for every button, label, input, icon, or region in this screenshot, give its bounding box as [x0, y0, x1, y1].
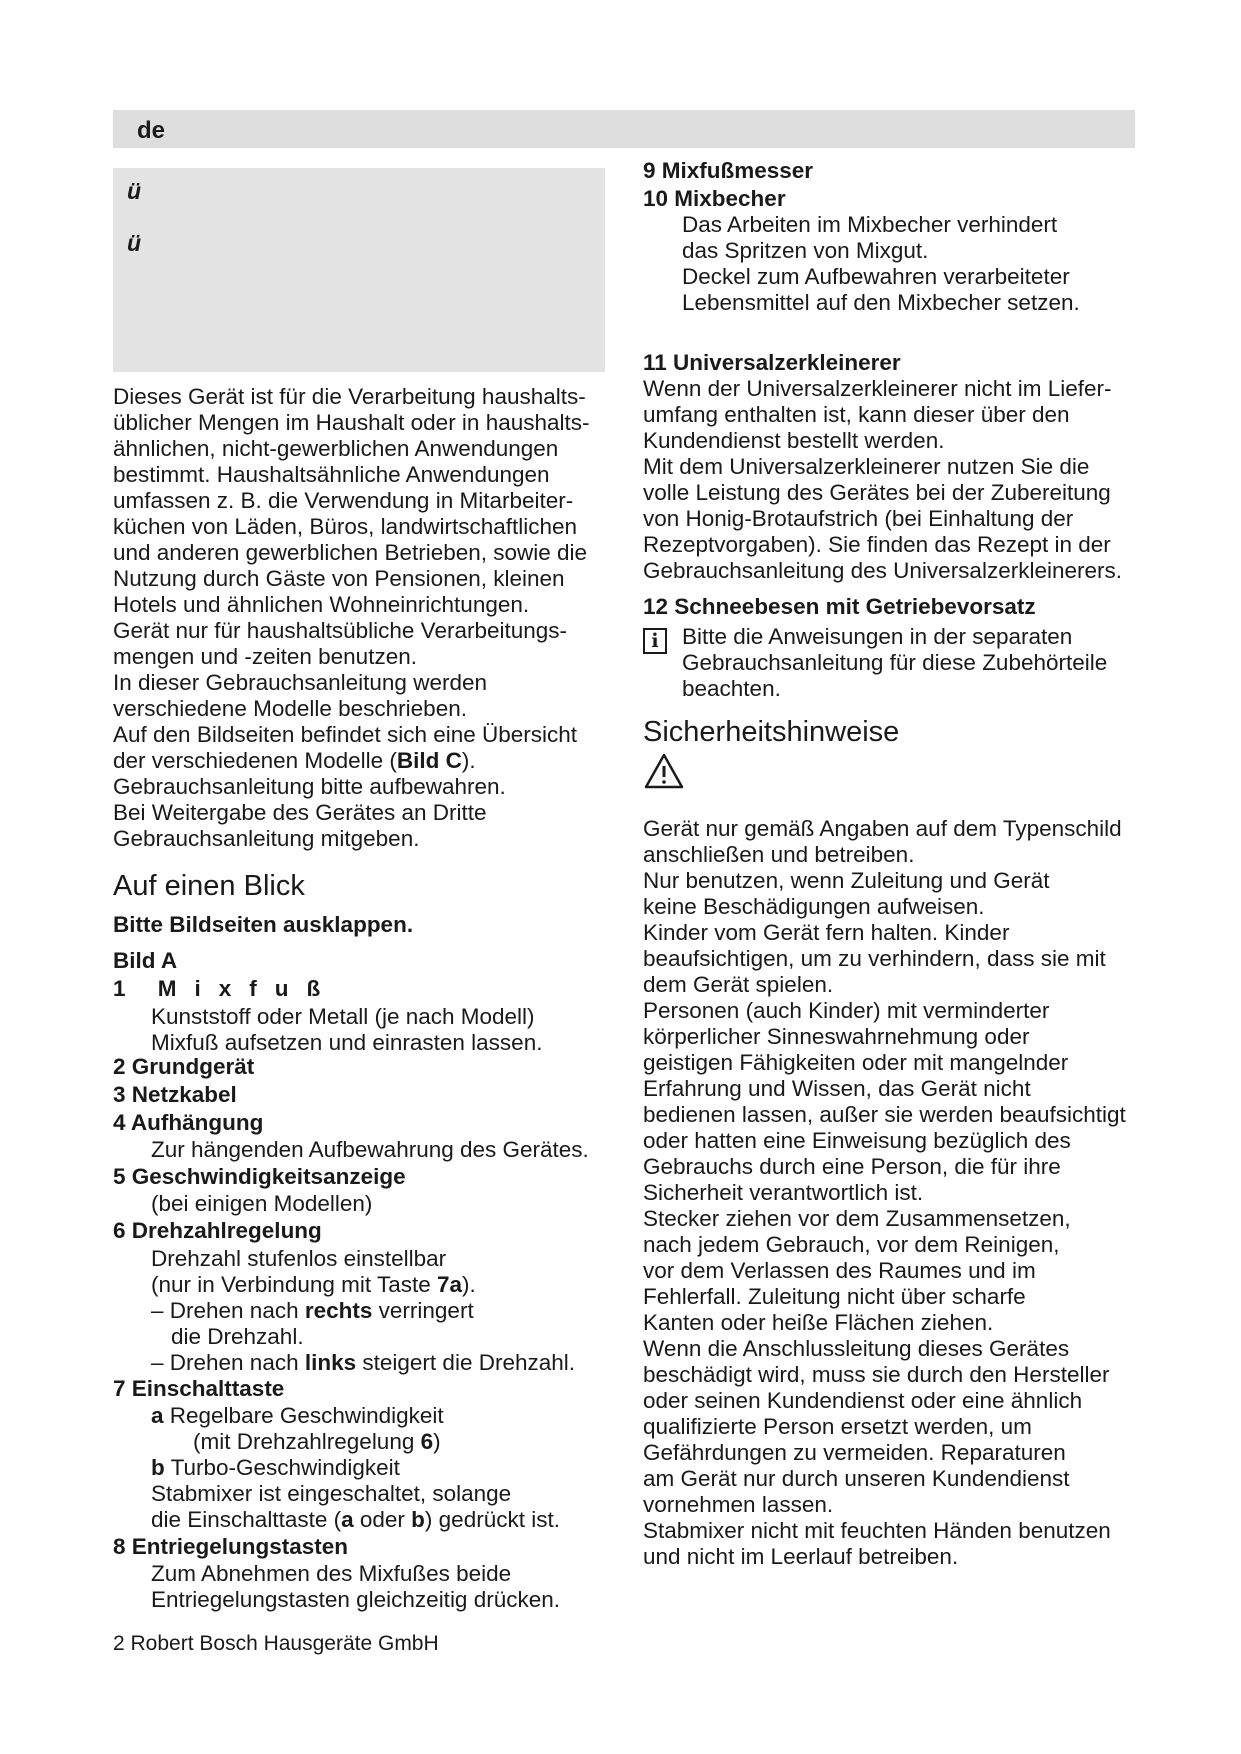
intro-line: Dieses Gerät ist für die Verarbeitung haushalts- — [113, 384, 586, 409]
item-8-text — [151, 1561, 560, 1613]
safety-line: geistigen Fähigkeiten oder mit mangelnder — [643, 1050, 1069, 1075]
intro-line: und anderen gewerblichen Betrieben, sowie die — [113, 540, 588, 565]
safety-line: Stabmixer nicht mit feuchten Händen benutzen — [643, 1518, 1111, 1543]
item-11-line: volle Leistung des Gerätes bei der Zubereitung — [643, 480, 1111, 505]
intro-line: verschiedene Modelle beschrieben. — [113, 696, 467, 721]
safety-line: am Gerät nur durch unseren Kundendienst — [643, 1466, 1070, 1491]
item-7-heading: 7 Einschalttaste — [113, 1376, 285, 1401]
item-6-heading: 6 Drehzahlregelung — [113, 1218, 322, 1243]
item-7-a2-line — [151, 1429, 560, 1455]
notice-box — [113, 168, 605, 372]
intro-paragraph — [113, 384, 590, 852]
safety-line: Gefährdungen zu vermeiden. Reparaturen — [643, 1440, 1066, 1465]
item-9-heading: 9 Mixfußmesser — [643, 158, 814, 183]
item-11-line: Gebrauchsanleitung des Universalzerkleinerers. — [643, 558, 1122, 583]
item-5-line: (bei einigen Modellen) — [151, 1191, 373, 1216]
item-5-text — [151, 1191, 372, 1217]
notice-line-2: ü — [127, 230, 142, 256]
intro-line: Auf den Bildseiten befindet sich eine Übersicht — [113, 722, 578, 747]
item-1-line: Mixfuß aufsetzen und einrasten lassen. — [151, 1030, 543, 1055]
item-10-line: Lebensmittel auf den Mixbecher setzen. — [682, 290, 1080, 315]
item-7-a-text: Regelbare Geschwindigkeit — [163, 1403, 444, 1428]
intro-line: küchen von Läden, Büros, landwirtschaftlichen — [113, 514, 578, 539]
safety-line: vornehmen lassen. — [643, 1492, 834, 1517]
overview-subtitle: Bitte Bildseiten ausklappen. — [113, 912, 414, 937]
item-7-l5-b: b — [411, 1507, 425, 1532]
safety-text — [643, 816, 1126, 1570]
item-4-line: Zur hängenden Aufbewahrung des Gerätes. — [151, 1137, 589, 1162]
item-11-line: Mit dem Universalzerkleinerer nutzen Sie die — [643, 454, 1090, 479]
item-6-l2-pre: (nur in Verbindung mit Taste — [151, 1272, 437, 1297]
intro-line: Nutzung durch Gäste von Pensionen, kleinen — [113, 566, 565, 591]
item-7-text — [151, 1403, 560, 1533]
item-10-text — [682, 212, 1080, 316]
safety-line: Sicherheit verantwortlich ist. — [643, 1180, 924, 1205]
item-11-line: Kundendienst bestellt werden. — [643, 428, 945, 453]
item-6-l3-pre: – Drehen nach — [151, 1298, 305, 1323]
safety-line: dem Gerät spielen. — [643, 972, 834, 997]
page-footer: 2 Robert Bosch Hausgeräte GmbH — [113, 1632, 439, 1655]
intro-line-bild — [113, 748, 590, 774]
intro-line: Hotels und ähnlichen Wohneinrichtungen. — [113, 592, 530, 617]
item-6-l5-pre: – Drehen nach — [151, 1350, 305, 1375]
item-7-b-letter: b — [151, 1455, 165, 1480]
item-12-line: beachten. — [682, 676, 781, 701]
safety-line: nach jedem Gebrauch, vor dem Reinigen, — [643, 1232, 1060, 1257]
notice-line-1: ü — [127, 178, 142, 204]
safety-line: bedienen lassen, außer sie werden beaufsichtigt — [643, 1102, 1126, 1127]
warning-icon — [643, 752, 685, 790]
safety-line: oder hatten eine Einweisung bezüglich des — [643, 1128, 1071, 1153]
intro-line: Bei Weitergabe des Gerätes an Dritte — [113, 800, 487, 825]
item-1-text — [151, 1004, 542, 1056]
item-6-l5-post: steigert die Drehzahl. — [356, 1350, 575, 1375]
item-2-heading: 2 Grundgerät — [113, 1054, 255, 1079]
item-1-line: Kunststoff oder Metall (je nach Modell) — [151, 1004, 535, 1029]
info-icon: i — [643, 628, 667, 654]
intro-line: Gerät nur für haushaltsübliche Verarbeitungs- — [113, 618, 568, 643]
item-7-b-text: Turbo-Geschwindigkeit — [164, 1455, 400, 1480]
item-8-line: Zum Abnehmen des Mixfußes beide — [151, 1561, 512, 1586]
safety-title: Sicherheitshinweise — [643, 716, 900, 748]
safety-line: Wenn die Anschlussleitung dieses Gerätes — [643, 1336, 1070, 1361]
item-6-line: die Drehzahl. — [171, 1324, 304, 1349]
language-code: de — [137, 117, 166, 144]
bild-a-label: Bild A — [113, 948, 178, 973]
safety-line: Gerät nur gemäß Angaben auf dem Typenschild — [643, 816, 1122, 841]
item-1-number: 1 — [113, 976, 126, 1001]
bild-c-reference: Bild C — [396, 748, 462, 773]
safety-line: Stecker ziehen vor dem Zusammensetzen, — [643, 1206, 1071, 1231]
item-4-heading: 4 Aufhängung — [113, 1110, 264, 1135]
item-4-text — [151, 1137, 589, 1163]
intro-line: bestimmt. Haushaltsähnliche Anwendungen — [113, 462, 550, 487]
intro-line: ähnlichen, nicht-gewerblichen Anwendungen — [113, 436, 559, 461]
safety-line: körperlicher Sinneswahrnehmung oder — [643, 1024, 1030, 1049]
item-11-line: umfang enthalten ist, kann dieser über den — [643, 402, 1070, 427]
item-11-text — [643, 376, 1122, 584]
item-10-line: Das Arbeiten im Mixbecher verhindert — [682, 212, 1058, 237]
safety-line: vor dem Verlassen des Raumes und im — [643, 1258, 1036, 1283]
item-8-line: Entriegelungstasten gleichzeitig drücken. — [151, 1587, 560, 1612]
overview-title: Auf einen Blick — [113, 870, 305, 902]
intro-line: üblicher Mengen im Haushalt oder in haushalts- — [113, 410, 590, 435]
item-1-heading — [113, 976, 338, 1002]
item-6-line — [151, 1350, 575, 1376]
safety-line: oder seinen Kundendienst oder eine ähnlich — [643, 1388, 1083, 1413]
item-6-line — [151, 1298, 575, 1324]
item-7-a-letter: a — [151, 1403, 164, 1428]
safety-line: Kinder vom Gerät fern halten. Kinder — [643, 920, 1010, 945]
item-6-l3-post: verringert — [372, 1298, 474, 1323]
safety-line: und nicht im Leerlauf betreiben. — [643, 1544, 959, 1569]
safety-line: Personen (auch Kinder) mit verminderter — [643, 998, 1050, 1023]
safety-line: Fehlerfall. Zuleitung nicht über scharfe — [643, 1284, 1026, 1309]
safety-line: Erfahrung und Wissen, das Gerät nicht — [643, 1076, 1031, 1101]
item-12-line: Gebrauchsanleitung für diese Zubehörteile — [682, 650, 1108, 675]
direction-left: links — [304, 1350, 357, 1375]
item-6-line: Drehzahl stufenlos einstellbar — [151, 1246, 447, 1271]
item-11-line: Wenn der Universalzerkleinerer nicht im Liefer- — [643, 376, 1112, 401]
safety-line: Kanten oder heiße Flächen ziehen. — [643, 1310, 994, 1335]
header-bar — [113, 110, 1135, 148]
item-11-heading: 11 Universalzerkleinerer — [643, 350, 901, 375]
safety-line: keine Beschädigungen aufweisen. — [643, 894, 985, 919]
item-12-heading: 12 Schneebesen mit Getriebevorsatz — [643, 594, 1036, 619]
safety-line: Gebrauchs durch eine Person, die für ihre — [643, 1154, 1061, 1179]
item-3-heading: 3 Netzkabel — [113, 1082, 237, 1107]
intro-line: In dieser Gebrauchsanleitung werden — [113, 670, 487, 695]
item-12-text — [682, 624, 1107, 702]
item-10-line: Deckel zum Aufbewahren verarbeiteter — [682, 264, 1070, 289]
item-10-heading: 10 Mixbecher — [643, 186, 786, 211]
intro-line: umfassen z. B. die Verwendung in Mitarbeiter- — [113, 488, 574, 513]
intro-line: mengen und -zeiten benutzen. — [113, 644, 417, 669]
item-7-l5-post: ) gedrückt ist. — [424, 1507, 560, 1532]
item-1-label: Mixfuß — [157, 976, 339, 1001]
intro-line: Gebrauchsanleitung mitgeben. — [113, 826, 420, 851]
direction-right: rechts — [304, 1298, 373, 1323]
item-11-line: Rezeptvorgaben). Sie finden das Rezept in der — [643, 532, 1111, 557]
item-8-heading: 8 Entriegelungstasten — [113, 1534, 349, 1559]
item-11-line: von Honig-Brotaufstrich (bei Einhaltung der — [643, 506, 1074, 531]
item-7-a-line — [151, 1403, 560, 1429]
item-7-l5-pre: die Einschalttaste ( — [151, 1507, 342, 1532]
key-7a-reference: 7a — [437, 1272, 463, 1297]
item-7-l5-a: a — [341, 1507, 354, 1532]
item-7-l5-mid: oder — [353, 1507, 412, 1532]
item-7-a2-post: ) — [433, 1429, 441, 1454]
item-7-line: Stabmixer ist eingeschaltet, solange — [151, 1481, 512, 1506]
safety-line: beschädigt wird, muss sie durch den Hersteller — [643, 1362, 1110, 1387]
item-6-l2-post: ). — [462, 1272, 476, 1297]
intro-bild-post: ). — [461, 748, 476, 773]
item-7-a2-bold: 6 — [420, 1429, 434, 1454]
intro-line: Gebrauchsanleitung bitte aufbewahren. — [113, 774, 506, 799]
item-5-heading: 5 Geschwindigkeitsanzeige — [113, 1164, 406, 1189]
safety-line: Nur benutzen, wenn Zuleitung und Gerät — [643, 868, 1050, 893]
item-6-line — [151, 1272, 575, 1298]
item-7-a2-pre: (mit Drehzahlregelung — [193, 1429, 421, 1454]
item-10-line: das Spritzen von Mixgut. — [682, 238, 929, 263]
item-7-b-line — [151, 1455, 560, 1481]
item-6-text — [151, 1246, 575, 1376]
safety-line: anschließen und betreiben. — [643, 842, 915, 867]
safety-line: beaufsichtigen, um zu verhindern, dass sie mit — [643, 946, 1106, 971]
safety-line: qualifizierte Person ersetzt werden, um — [643, 1414, 1032, 1439]
intro-bild-pre: der verschiedenen Modelle ( — [113, 748, 397, 773]
item-7-line — [151, 1507, 560, 1533]
item-12-line: Bitte die Anweisungen in der separaten — [682, 624, 1073, 649]
